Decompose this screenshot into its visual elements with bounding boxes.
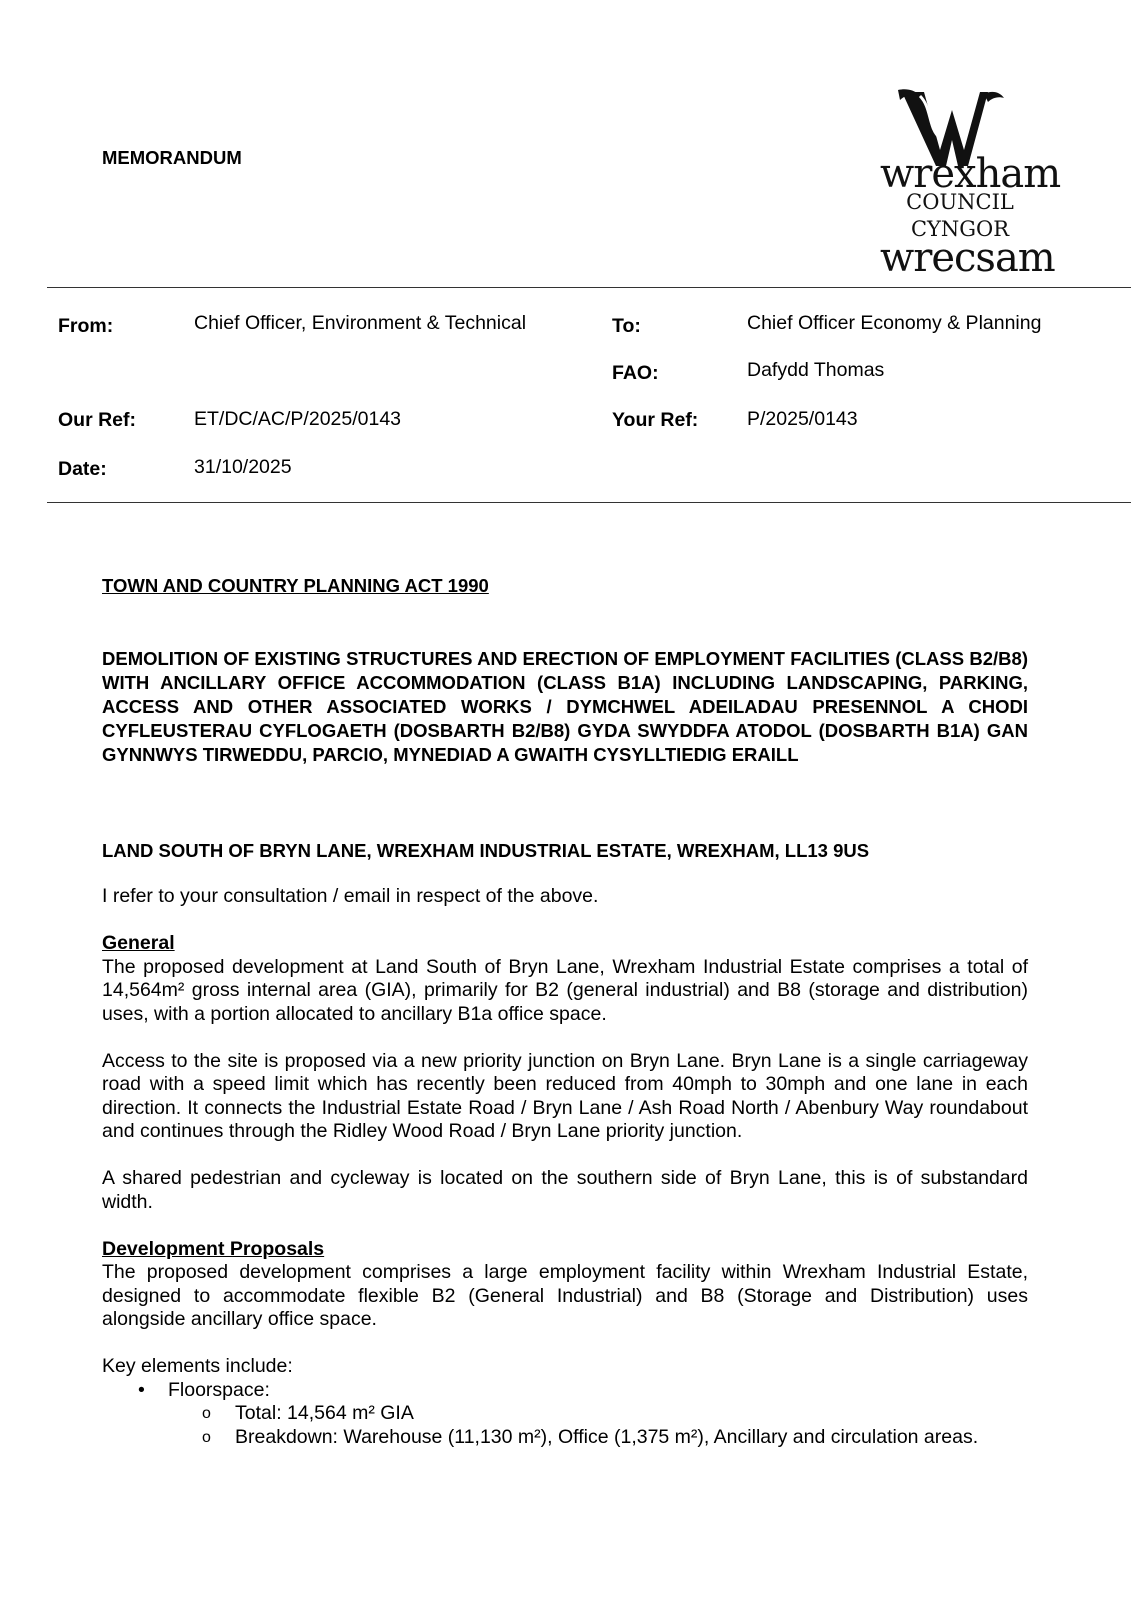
sub-bullet-icon: o: [202, 1405, 211, 1422]
act-heading: TOWN AND COUNTRY PLANNING ACT 1990: [102, 575, 489, 596]
council-logo: [880, 88, 1061, 281]
fao-label: FAO:: [612, 362, 659, 384]
development-paragraph-1: The proposed development comprises a large employment facility within Wrexham Industrial Estate, designed to accommodate flexible B2 (General Industrial) and B8 (Storage and Distribution) uses alongside ancillary office space.: [102, 1261, 1028, 1330]
memo-title: MEMORANDUM: [102, 147, 242, 168]
development-proposals-heading: Development Proposals: [102, 1237, 325, 1260]
list-item: [102, 1379, 1028, 1403]
logo-wrexham: wrexham: [880, 151, 1061, 197]
our-ref-value: ET/DC/AC/P/2025/0143: [194, 408, 402, 430]
date-label: Date:: [58, 458, 107, 480]
general-heading: General: [102, 932, 175, 954]
header-divider-top: [47, 287, 1131, 288]
list-item: [102, 1426, 1028, 1450]
to-label: To:: [612, 315, 641, 337]
proposal-heading: DEMOLITION OF EXISTING STRUCTURES AND ERECTION OF EMPLOYMENT FACILITIES (CLASS B2/B8) WITH ANCILLARY OFFICE ACCOMMODATION (CLASS B1A) INCLUDING LANDSCAPING, PARKING, ACCESS AND OTHER ASSOCIATED WORKS / DYMCHWEL ADEILADAU PRESENNOL A CHODI CYFLEUSTERAU CYFLOGAETH (DOSBARTH B2/B8) GYDA SWYDDFA ATODOL (DOSBARTH B1A) GAN GYNNWYS TIRWEDDU, PARCIO, MYNEDIAD A GWAITH CYSYLLTIEDIG ERAILL: [102, 648, 1028, 765]
general-paragraph-3: A shared pedestrian and cycleway is located on the southern side of Bryn Lane, this is of substandard width.: [102, 1167, 1028, 1213]
header-divider-bottom: [47, 502, 1131, 503]
floorspace-total: Total: 14,564 m² GIA: [235, 1402, 414, 1424]
memo-body: [102, 885, 1028, 1449]
to-value: Chief Officer Economy & Planning: [747, 312, 1042, 334]
logo-cyngor: CYNGOR: [910, 217, 1010, 241]
logo-wrecsam: wrecsam: [880, 235, 1055, 281]
general-paragraph-2: Access to the site is proposed via a new priority junction on Bryn Lane. Bryn Lane is a single carriageway road with a speed limit which has recently been reduced from 40mph to 30mph and one lane in each direction. It connects the Industrial Estate Road / Bryn Lane / Ash Road North / Abenbury Way roundabout and continues through the Ridley Wood Road / Bryn Lane priority junction.: [102, 1049, 1028, 1142]
floorspace-label: Floorspace:: [168, 1378, 270, 1401]
from-label: From:: [58, 315, 114, 337]
fao-value: Dafydd Thomas: [747, 359, 885, 381]
general-paragraph-1: The proposed development at Land South of Bryn Lane, Wrexham Industrial Estate comprises a total of 14,564m² gross internal area (GIA), primarily for B2 (general industrial) and B8 (storage and distribution) uses, with a portion allocated to ancillary B1a office space.: [102, 955, 1028, 1025]
sub-bullet-icon: o: [202, 1428, 211, 1446]
key-elements-intro: Key elements include:: [102, 1355, 293, 1377]
floorspace-breakdown: Breakdown: Warehouse (11,130 m²), Office (1,375 m²), Ancillary and circulation areas.: [235, 1425, 979, 1448]
your-ref-value: P/2025/0143: [747, 408, 858, 430]
intro-paragraph: I refer to your consultation / email in respect of the above.: [102, 885, 599, 907]
your-ref-label: Your Ref:: [612, 409, 699, 431]
list-item: [102, 1402, 1028, 1426]
from-value: Chief Officer, Environment & Technical: [194, 312, 527, 334]
date-value: 31/10/2025: [194, 456, 292, 478]
our-ref-label: Our Ref:: [58, 409, 136, 431]
site-heading: LAND SOUTH OF BRYN LANE, WREXHAM INDUSTRIAL ESTATE, WREXHAM, LL13 9US: [102, 840, 870, 861]
bullet-icon: •: [138, 1378, 145, 1401]
logo-council: COUNCIL: [906, 190, 1014, 214]
